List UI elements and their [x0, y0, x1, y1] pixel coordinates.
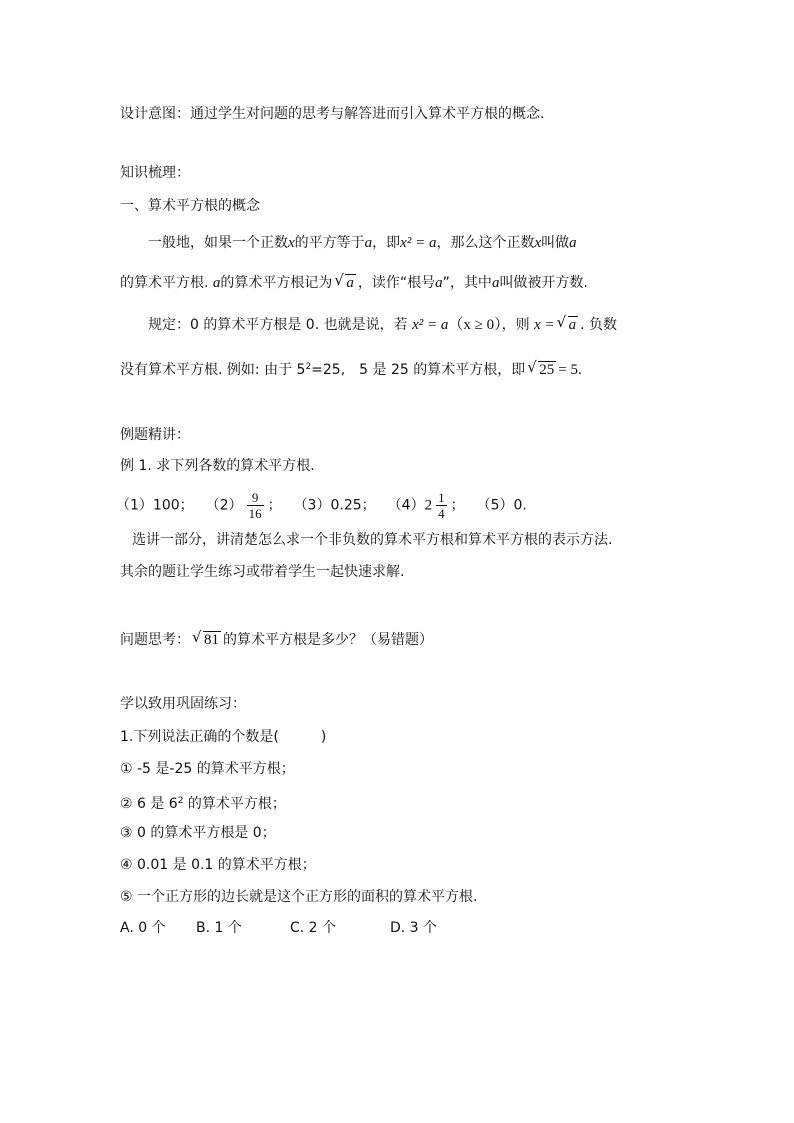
statement-2: ② 6 是 $6^2$ 的算术平方根；	[120, 796, 286, 812]
choice-d: D. 3 个	[390, 920, 438, 936]
definition-line-1: 一般地，如果一个正数x的平方等于a，即x² = a，那么这个正数x叫做a	[148, 235, 577, 251]
sqrt-symbol: √ 81	[192, 628, 219, 648]
statement-4: ④ 0.01 是 0.1 的算术平方根；	[120, 857, 316, 873]
sqrt-symbol: √ 25	[527, 358, 555, 378]
choice-c: C. 2 个	[290, 920, 337, 936]
statement-3: ③ 0 的算术平方根是 0；	[120, 825, 276, 841]
choice-a: A. 0 个	[120, 920, 166, 936]
practice-question-1: 1.下列说法正确的个数是( )	[120, 729, 327, 745]
fraction: $\frac{1}{4}$	[438, 490, 445, 521]
fraction: $\frac{9}{16}$	[248, 490, 262, 521]
section-title: 一、算术平方根的概念	[120, 198, 260, 214]
rule-line-2: 没有算术平方根. 例如: 由于 $5^2=25$, 5 是 25 的算术平方根，即 √ 25 = 5.	[120, 358, 582, 378]
knowledge-heading: 知识梳理：	[120, 165, 190, 181]
definition-line-2: 的算术平方根. a的算术平方根记为 √ a ，读作“根号a”，其中a叫做被开方数.	[120, 271, 588, 291]
design-intent: 设计意图：通过学生对问题的思考与解答进而引入算术平方根的概念.	[120, 106, 545, 122]
examples-heading: 例题精讲：	[120, 427, 190, 443]
example-1-items: （1）100； （2） $\frac{9}{16}$ ； （3）0.25； （4）2 $\frac{1}{4}$ ； （5）0.	[116, 490, 527, 521]
sqrt-symbol: √ a	[556, 313, 577, 333]
practice-heading: 学以致用巩固练习：	[120, 696, 246, 712]
teaching-note-2: 其余的题让学生练习或带着学生一起快速求解.	[120, 564, 405, 580]
question-prompt: 问题思考： √ 81 的算术平方根是多少？（易错题）	[120, 628, 433, 648]
example-1-title: 例 1. 求下列各数的算术平方根.	[120, 458, 315, 474]
teaching-note-1: 选讲一部分，讲清楚怎么求一个非负数的算术平方根和算术平方根的表示方法.	[132, 532, 613, 548]
sqrt-symbol: √ a	[334, 271, 354, 291]
choice-b: B. 1 个	[196, 920, 242, 936]
statement-5: ⑤ 一个正方形的边长就是这个正方形的面积的算术平方根.	[120, 889, 478, 905]
statement-1: ① -5 是-25 的算术平方根；	[120, 761, 295, 777]
rule-line-1: 规定：0 的算术平方根是 0. 也就是说，若 x² = a（x ≥ 0），则 x = √ a . 负数	[148, 313, 617, 333]
